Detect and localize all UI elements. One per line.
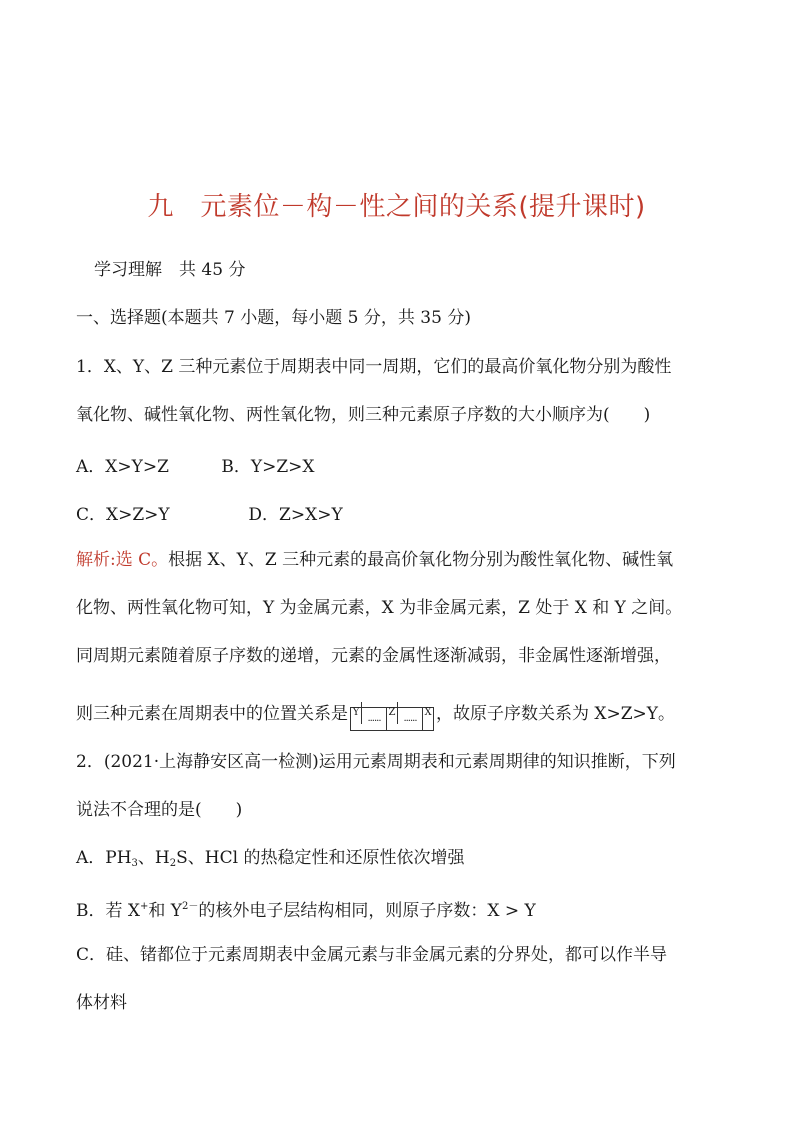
q1-analysis-line4 <box>76 702 675 731</box>
grid-cell-z: Z <box>387 702 398 724</box>
analysis-text: 根据 X、Y、Z 三种元素的最高价氧化物分别为酸性氧化物、碱性氧 <box>168 550 674 570</box>
q2-option-b <box>76 895 536 923</box>
periodic-position-grid <box>350 707 434 731</box>
grid-cell-x: X <box>424 707 432 718</box>
q2-opt-a-sub1: 3 <box>131 858 138 869</box>
q1-option-a: A．X>Y>Z <box>76 457 169 477</box>
q2-opt-b-mid: 和 Y <box>148 901 183 921</box>
q2-option-c-line2: 体材料 <box>76 993 127 1013</box>
page-title: 九 元素位－构－性之间的关系(提升课时) <box>147 192 646 222</box>
q2-option-c-line1: C．硅、锗都位于元素周期表中金属元素与非金属元素的分界处，都可以作半导 <box>76 945 668 965</box>
q2-opt-a-post: S、HCl 的热稳定性和还原性依次增强 <box>176 848 465 868</box>
analysis-label: 解析:选 C。 <box>76 550 169 570</box>
q1-analysis-line1 <box>76 548 673 572</box>
q1-analysis-line2: 化物、两性氧化物可知，Y 为金属元素，X 为非金属元素，Z 处于 X 和 Y 之间。 <box>76 598 683 618</box>
q2-opt-a-pre: A．PH <box>76 848 132 868</box>
grid-cell-dots2: ...... <box>398 708 423 730</box>
study-section-label: 学习理解 共 45 分 <box>94 260 246 280</box>
q1-option-c: C．X>Z>Y <box>76 505 170 525</box>
q1-options-row1 <box>76 452 315 477</box>
q2-opt-b-pre: B．若 X <box>76 901 140 921</box>
q1-stem-line1: 1．X、Y、Z 三种元素位于周期表中同一周期，它们的最高价氧化物分别为酸性 <box>76 357 672 377</box>
q2-stem-line1: 2．(2021·上海静安区高一检测)运用元素周期表和元素周期律的知识推断，下列 <box>76 752 676 772</box>
q2-stem-line2: 说法不合理的是( ) <box>76 800 243 820</box>
analysis-line4-pre: 则三种元素在周期表中的位置关系是 <box>76 704 348 724</box>
q1-analysis-line3: 同周期元素随着原子序数的递增，元素的金属性逐渐减弱，非金属性逐渐增强， <box>76 646 671 666</box>
q2-opt-b-sup1: + <box>140 901 149 912</box>
q2-option-a <box>76 846 464 876</box>
grid-cell-dots1: ...... <box>362 708 387 730</box>
q2-opt-b-sup2: 2－ <box>182 901 199 912</box>
q1-option-b: B．Y>Z>X <box>221 457 315 477</box>
grid-cell-y: Y <box>351 702 362 724</box>
q1-option-d: D．Z>X>Y <box>248 505 343 525</box>
q1-stem-line2: 氧化物、碱性氧化物、两性氧化物，则三种元素原子序数的大小顺序为( ) <box>76 405 651 425</box>
analysis-line4-post: ，故原子序数关系为 X>Z>Y。 <box>436 704 676 724</box>
q1-options-row2 <box>76 500 343 525</box>
q2-opt-a-sub2: 2 <box>169 858 177 869</box>
part1-heading: 一、选择题(本题共 7 小题，每小题 5 分，共 35 分) <box>76 308 471 328</box>
q2-opt-a-mid: 、H <box>137 848 170 868</box>
q2-opt-b-post: 的核外电子层结构相同，则原子序数：X > Y <box>198 901 536 921</box>
